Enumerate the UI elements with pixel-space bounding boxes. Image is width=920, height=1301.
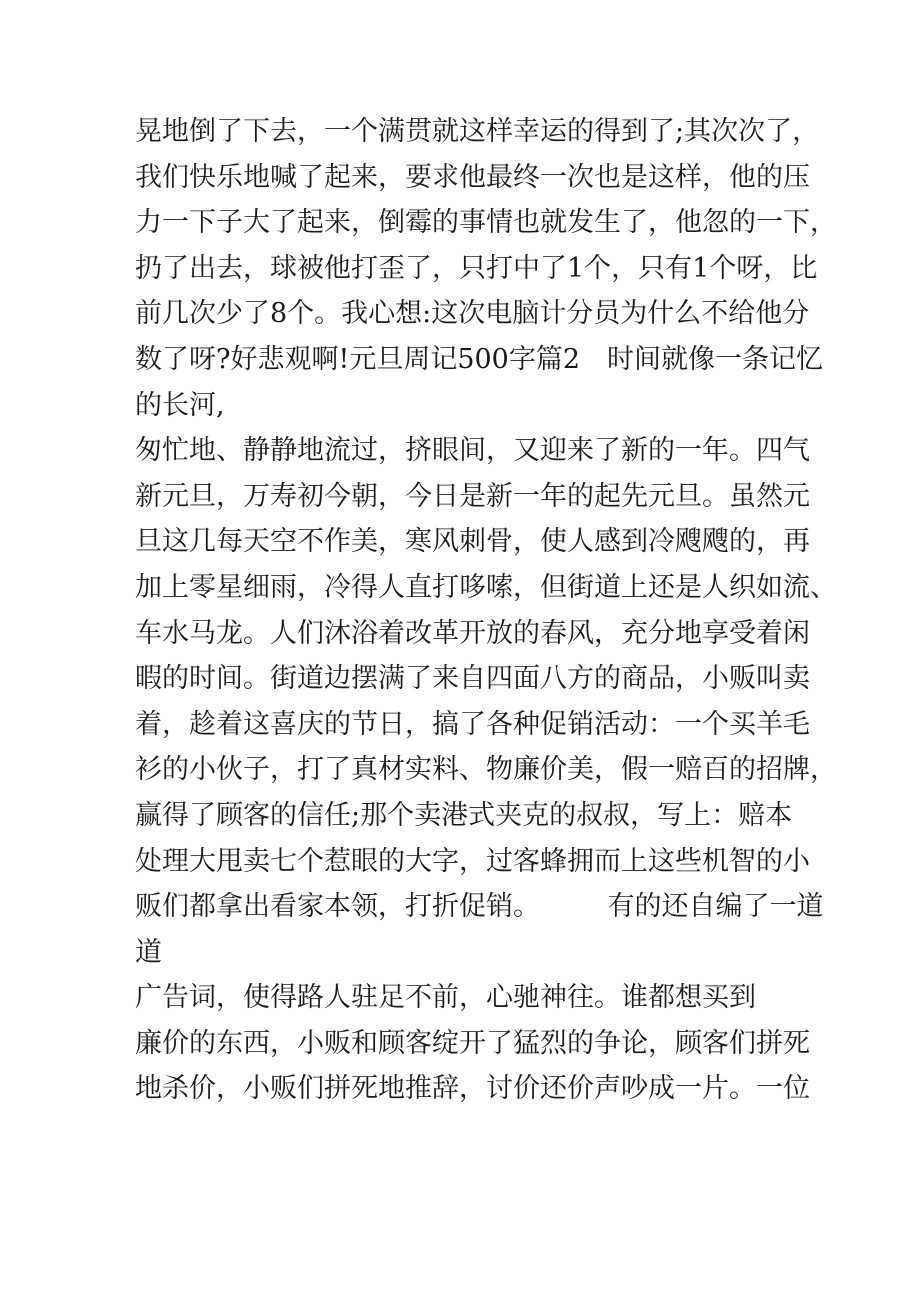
- text-line: 广告词，使得路人驻足不前，心驰神往。谁都想买到: [135, 982, 756, 1014]
- text-line: 赢得了顾客的信任;那个卖港式夹克的叔叔，写上：赔本: [135, 799, 793, 831]
- text-line: 力一下子大了起来，倒霉的事情也就发生了，他忽的一下，: [135, 207, 837, 239]
- text-line: 前几次少了8个。我心想:这次电脑计分员为什么不给他分: [135, 298, 810, 330]
- text-line: 处理大甩卖七个惹眼的大字，过客蜂拥而上这些机智的小: [135, 845, 810, 877]
- text-line: 旦这几每天空不作美，寒风刺骨，使人感到冷飕飕的，再: [135, 526, 810, 558]
- text-line: 的长河,: [135, 389, 225, 421]
- text-line: 着，趁着这喜庆的节日，搞了各种促销活动：一个买羊毛: [135, 708, 810, 740]
- text-line: 匆忙地、静静地流过，挤眼间，又迎来了新的一年。四气: [135, 435, 810, 467]
- text-line: 道: [135, 936, 162, 968]
- text-line: 数了呀?好悲观啊!元旦周记500字篇2 时间就像一条记忆: [135, 343, 824, 375]
- text-line: 我们快乐地喊了起来，要求他最终一次也是这样，他的压: [135, 161, 810, 193]
- text-line: 晃地倒了下去，一个满贯就这样幸运的得到了;其次次了，: [135, 116, 820, 147]
- text-line: 新元旦，万寿初今朝，今日是新一年的起先元旦。虽然元: [135, 480, 810, 512]
- text-line: 暇的时间。街道边摆满了来自四面八方的商品，小贩叫卖: [135, 663, 810, 695]
- text-line: 贩们都拿出看家本领，打折促销。 有的还自编了一道: [135, 891, 824, 923]
- text-line: 廉价的东西，小贩和顾客绽开了猛烈的争论，顾客们拼死: [135, 1027, 810, 1059]
- text-line: 扔了出去，球被他打歪了，只打中了1个，只有1个呀，比: [135, 252, 818, 284]
- body-text: [135, 109, 837, 1112]
- text-line: 车水马龙。人们沐浴着改革开放的春风，充分地享受着闲: [135, 617, 810, 649]
- text-line: 地杀价，小贩们拼死地推辞，讨价还价声吵成一片。一位: [135, 1073, 810, 1105]
- text-line: 加上零星细雨，冷得人直打哆嗦，但街道上还是人织如流、: [135, 571, 837, 603]
- text-line: 衫的小伙子，打了真材实料、物廉价美，假一赔百的招牌，: [135, 754, 837, 786]
